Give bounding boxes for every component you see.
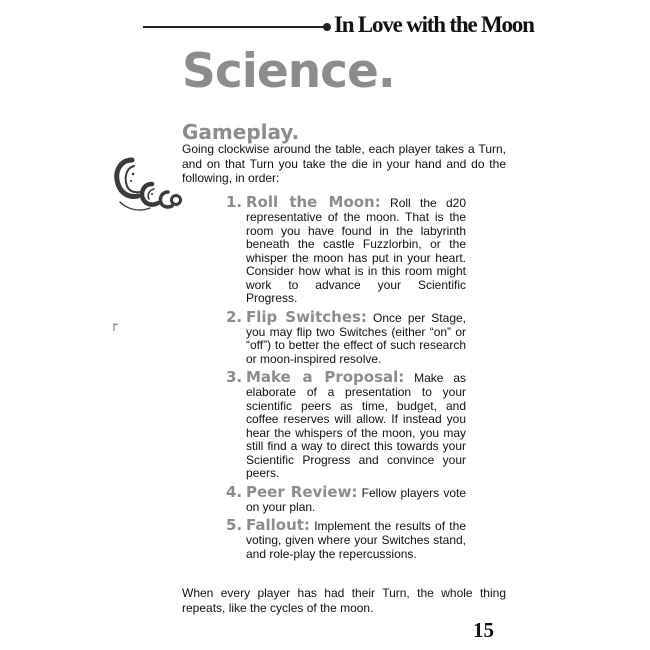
steps-list: [226, 193, 466, 564]
step-label: Make a Proposal:: [246, 368, 405, 386]
step-number: 4.: [226, 482, 243, 501]
step-text: Once per Stage, you may flip two Switches (either “on” or “off”) to better the effect of such research or moon-inspired resolve.: [246, 310, 466, 366]
step-item: [226, 482, 466, 515]
step-item: [226, 193, 466, 306]
intro-paragraph: Going clockwise around the table, each player takes a Turn, and on that Turn you take the die in your hand and do the following, in order:: [182, 142, 506, 185]
step-item: [226, 368, 466, 481]
step-text: Implement the results of the voting, given where your Switches stand, and role-play the repercussions.: [246, 519, 466, 561]
step-number: 5.: [226, 516, 243, 534]
step-label: Flip Switches:: [246, 307, 367, 326]
closing-paragraph: When every player has had their Turn, the whole thing repeats, like the cycles of the moon.: [182, 586, 506, 615]
step-number: 3.: [226, 368, 243, 386]
page-title: Science.: [182, 44, 395, 99]
step-label: Fallout:: [246, 516, 310, 534]
section-heading: Gameplay.: [182, 120, 300, 144]
ink-mark-icon: [112, 322, 120, 332]
step-label: Peer Review:: [246, 482, 358, 501]
step-item: [226, 516, 466, 561]
step-label: Roll the Moon:: [246, 193, 381, 211]
running-title: In Love with the Moon: [334, 12, 534, 37]
step-text: Make as elaborate of a presentation to your scientific peers as time, budget, and coffee reserves will allow. If instead you hear the whispers of the moon, you may still find a way to direct this towards your Scientific Progress and convince your peers.: [246, 371, 466, 480]
step-number: 1.: [226, 193, 243, 211]
step-number: 2.: [226, 307, 243, 326]
step-text: Fellow players vote on your plan.: [246, 485, 466, 514]
step-item: [226, 307, 466, 367]
moon-phases-swirl-icon: [110, 154, 182, 216]
step-text: Roll the d20 representative of the moon. That is the room you have found in the labyrinth beneath the castle Fuzzlorbin, or the whisper the moon has put in your heart. Consider how what is in this room might work to advance your Scientific Progress.: [246, 196, 466, 305]
header-rule: [143, 26, 325, 28]
header-bullet-dot: [323, 23, 331, 31]
page-number: 15: [473, 618, 494, 642]
